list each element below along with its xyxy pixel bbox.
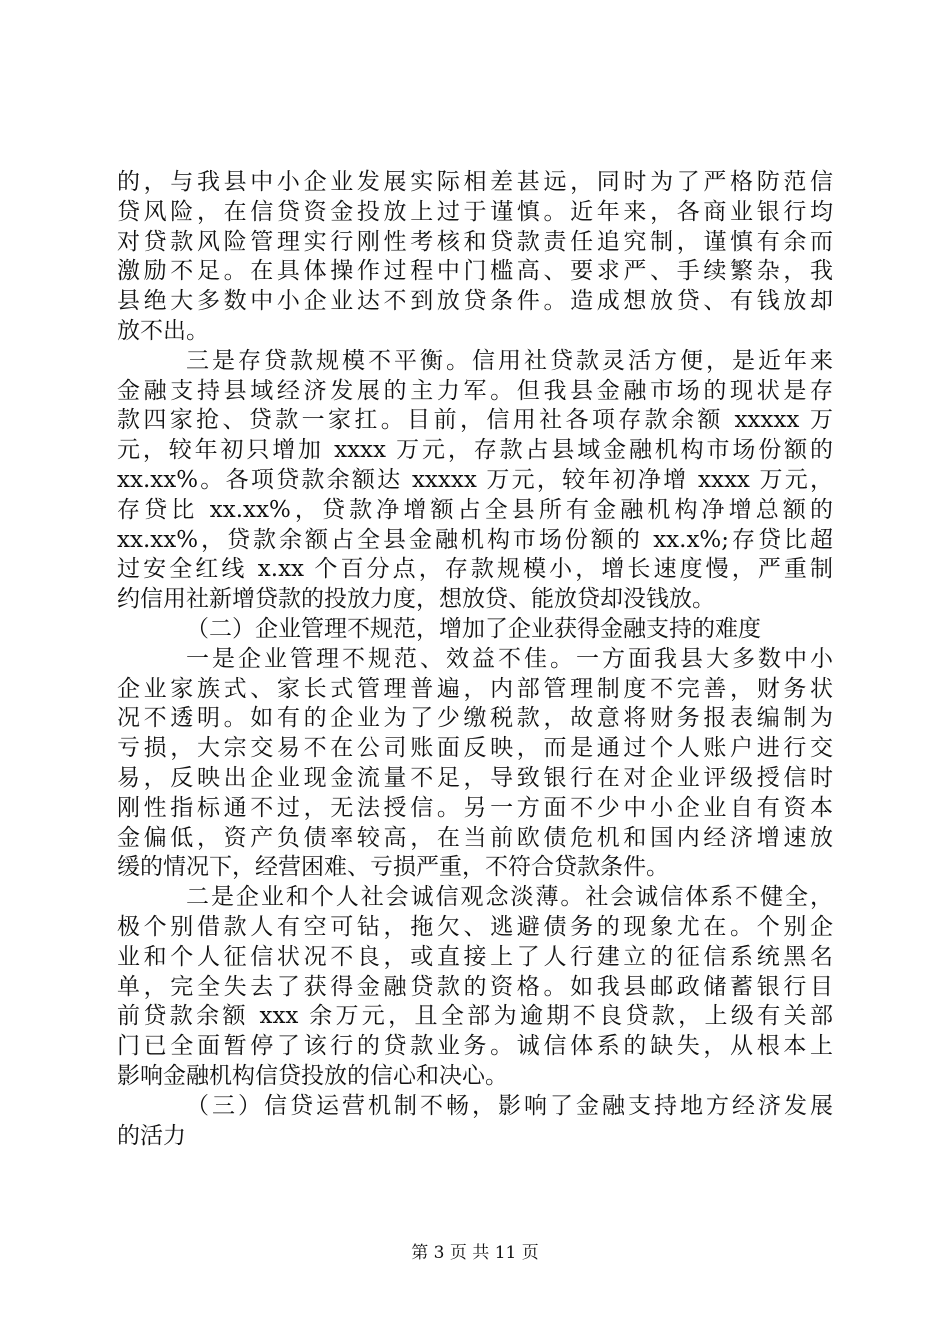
text-line: 单，完全失去了获得金融贷款的资格。如我县邮政储蓄银行目 (117, 973, 833, 1000)
text-line: 极个别借款人有空可钻，拖欠、逃避债务的现象尤在。个别企 (117, 913, 833, 940)
page-number-footer: 第 3 页 共 11 页 (411, 1243, 539, 1263)
text-line: 前贷款余额 xxx 余万元，且全部为逾期不良贷款，上级有关部 (117, 1003, 833, 1030)
text-line: 存贷比 xx.xx%，贷款净增额占全县所有金融机构净增总额的 (117, 496, 833, 523)
text-line: 二是企业和个人社会诚信观念淡薄。社会诚信体系不健全， (186, 884, 833, 911)
text-line: 的，与我县中小企业发展实际相差甚远，同时为了严格防范信 (117, 169, 833, 195)
text-line: 金融支持县域经济发展的主力军。但我县金融市场的现状是存 (117, 377, 833, 404)
text-line: 激励不足。在具体操作过程中门槛高、要求严、手续繁杂，我 (117, 258, 833, 285)
text-line: 款四家抢、贷款一家扛。目前，信用社各项存款余额 xxxxx 万 (117, 407, 833, 434)
text-line: 亏损，大宗交易不在公司账面反映，而是通过个人账户进行交 (117, 735, 833, 762)
text-line: 一是企业管理不规范、效益不佳。一方面我县大多数中小 (186, 645, 833, 672)
text-line: 过安全红线 x.xx 个百分点，存款规模小，增长速度慢，严重制 (117, 556, 833, 583)
text-line: 三是存贷款规模不平衡。信用社贷款灵活方便，是近年来 (186, 347, 833, 374)
text-line: 元，较年初只增加 xxxx 万元，存款占县域金融机构市场份额的 (117, 437, 833, 464)
text-line: xx.xx%，贷款余额占全县金融机构市场份额的 xx.x%;存贷比超 (117, 526, 833, 553)
text-line: 企业家族式、家长式管理普遍，内部管理制度不完善，财务状 (117, 675, 833, 702)
text-line: 易，反映出企业现金流量不足，导致银行在对企业评级授信时 (117, 764, 833, 791)
text-line: 况不透明。如有的企业为了少缴税款，故意将财务报表编制为 (117, 705, 833, 732)
text-line: 刚性指标通不过，无法授信。另一方面不少中小企业自有资本 (117, 794, 833, 821)
section-heading: （三）信贷运营机制不畅，影响了金融支持地方经济发展 (186, 1092, 833, 1119)
text-line: 影响金融机构信贷投放的信心和决心。 (117, 1062, 508, 1089)
section-heading-continued: 的活力 (117, 1122, 186, 1149)
text-line: 县绝大多数中小企业达不到放贷条件。造成想放贷、有钱放却 (117, 288, 833, 315)
document-body (117, 168, 833, 1151)
section-heading: （二）企业管理不规范，增加了企业获得金融支持的难度 (186, 615, 761, 642)
text-line: 约信用社新增贷款的投放力度，想放贷、能放贷却没钱放。 (117, 586, 715, 613)
text-line: 放不出。 (117, 317, 209, 344)
text-line: 贷风险，在信贷资金投放上过于谨慎。近年来，各商业银行均 (117, 198, 833, 225)
text-line: 缓的情况下，经营困难、亏损严重，不符合贷款条件。 (117, 854, 669, 881)
text-line: 金偏低，资产负债率较高，在当前欧债危机和国内经济增速放 (117, 824, 833, 851)
text-line: 业和个人征信状况不良，或直接上了人行建立的征信系统黑名 (117, 943, 833, 970)
text-line: xx.xx%。各项贷款余额达 xxxxx 万元，较年初净增 xxxx 万元， (117, 466, 833, 493)
text-line: 门已全面暂停了该行的贷款业务。诚信体系的缺失，从根本上 (117, 1033, 833, 1060)
text-line: 对贷款风险管理实行刚性考核和贷款责任追究制，谨慎有余而 (117, 228, 833, 255)
